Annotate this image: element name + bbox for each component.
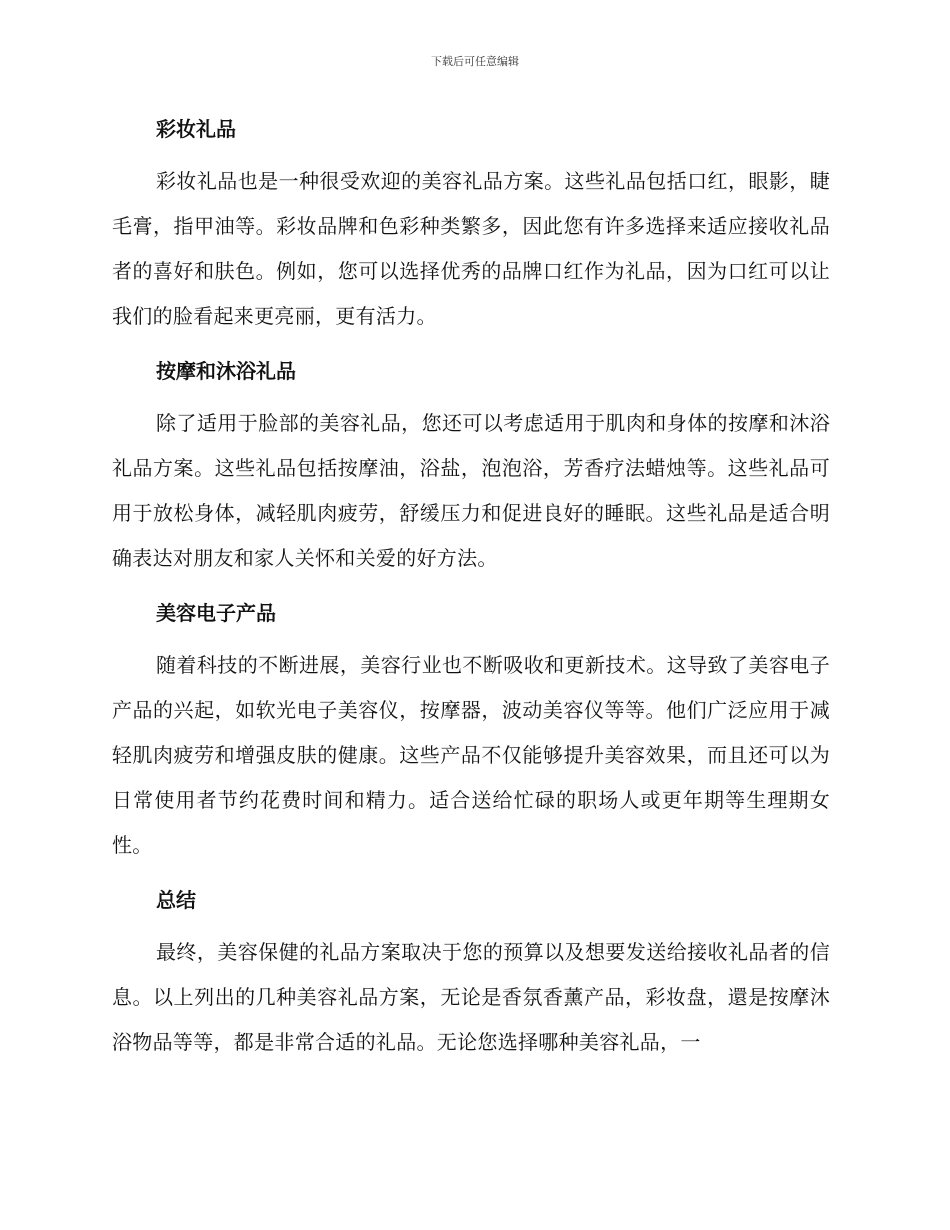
- document-body: [112, 107, 830, 1075]
- section-heading-beauty-electronics: 美容电子产品: [156, 601, 276, 625]
- section-body-summary: 最终，美容保健的礼品方案取决于您的预算以及想要发送给接收礼品者的信息。以上列出的几种美容礼品方案，无论是香氛香薰产品，彩妆盘，還是按摩沐浴物品等等，都是非常合适的礼品。无论您选择哪种美容礼品，一: [112, 940, 830, 1054]
- section-body-massage-bath-gifts: 除了适用于脸部的美容礼品，您还可以考虑适用于肌肉和身体的按摩和沐浴礼品方案。这些礼品包括按摩油，浴盐，泡泡浴，芳香疗法蜡烛等。这些礼品可用于放松身体，减轻肌肉疲劳，舒缓压力和促进良好的睡眠。这些礼品是适合明确表达对朋友和家人关怀和关爱的好方法。: [112, 411, 830, 570]
- page-header-note: 下载后可任意编辑: [431, 55, 519, 68]
- section-body-beauty-electronics: 随着科技的不断进展，美容行业也不断吸收和更新技术。这导致了美容电子产品的兴起，如软光电子美容仪，按摩器，波动美容仪等等。他们广泛应用于减轻肌肉疲劳和增强皮肤的健康。这些产品不仅能够提升美容效果，而且还可以为日常使用者节约花费时间和精力。适合送给忙碌的职场人或更年期等生理期女性。: [112, 653, 830, 857]
- section-heading-summary: 总结: [156, 888, 196, 912]
- section-body-makeup-gifts: 彩妆礼品也是一种很受欢迎的美容礼品方案。这些礼品包括口红，眼影，睫毛膏，指甲油等。彩妆品牌和色彩种类繁多，因此您有许多选择来适应接收礼品者的喜好和肤色。例如，您可以选择优秀的品牌口红作为礼品，因为口红可以让我们的脸看起来更亮丽，更有活力。: [112, 169, 830, 328]
- section-heading-makeup-gifts: 彩妆礼品: [156, 117, 236, 141]
- section-heading-massage-bath-gifts: 按摩和沐浴礼品: [156, 359, 296, 383]
